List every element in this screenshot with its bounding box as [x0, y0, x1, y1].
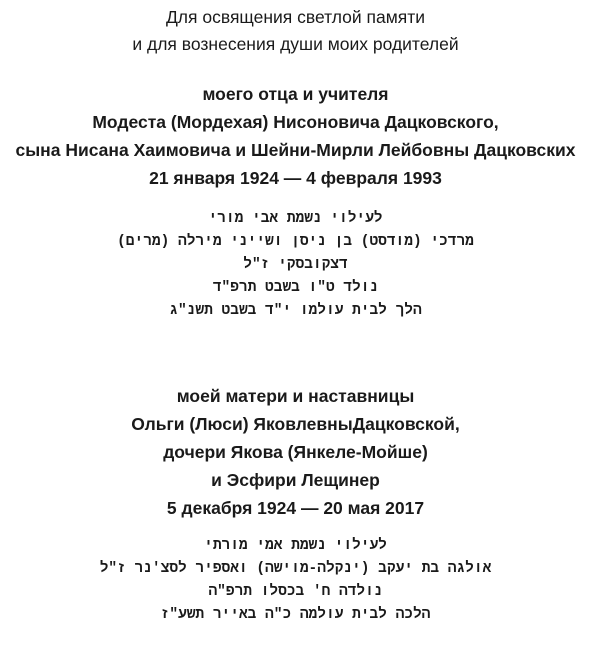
mother-father: дочери Якова (Янкеле-Мойше): [163, 442, 428, 462]
mother-dedication-russian: [0, 382, 591, 522]
mother-dates: 5 декабря 1924 — 20 мая 2017: [166, 498, 425, 518]
father-dedication-russian: [0, 80, 591, 192]
mother-mother: и Эсфири Лещинер: [211, 470, 380, 490]
mother-he-line: נולדה ח' בכסלו תרפ"ה: [208, 584, 383, 600]
father-relation: моего отца и учителя: [202, 84, 389, 104]
mother-he-line: לעילוי נשמת אמי מורתי: [204, 538, 387, 554]
intro-line: и для вознесения души моих родителей: [132, 34, 459, 54]
father-he-line: הלך לבית עולמו י"ד בשבט תשנ"ג: [169, 303, 422, 319]
father-he-line: מרדכי (מודסט) בן ניסן ושייני מירלה (מרים): [117, 234, 474, 250]
intro-line: Для освящения светлой памяти: [165, 7, 426, 27]
mother-he-line: אולגה בת יעקב (ינקלה-מוישה) ואספיר לסצ'נר ז"ל: [99, 561, 492, 577]
father-he-line: דצקובסקי ז"ל: [243, 257, 348, 273]
mother-he-line: הלכה לבית עולמה כ"ה באייר תשע"ז: [160, 607, 431, 623]
father-he-line: לעילוי נשמת אבי מורי: [208, 211, 383, 227]
father-he-line: נולד ט"ו בשבט תרפ"ד: [212, 280, 379, 296]
dedication-intro: [0, 0, 591, 58]
father-parents: сына Нисана Хаимовича и Шейни-Мирли Лейбовны Дацковских: [15, 140, 576, 160]
father-dates: 21 января 1924 — 4 февраля 1993: [149, 168, 442, 188]
mother-name: Ольги (Люси) ЯковлевныДацковской,: [131, 414, 460, 434]
father-dedication-hebrew: [0, 208, 591, 323]
mother-relation: моей матери и наставницы: [176, 386, 415, 406]
mother-dedication-hebrew: [0, 535, 591, 627]
father-name: Модеста (Мордехая) Нисоновича Дацковского,: [92, 112, 499, 132]
